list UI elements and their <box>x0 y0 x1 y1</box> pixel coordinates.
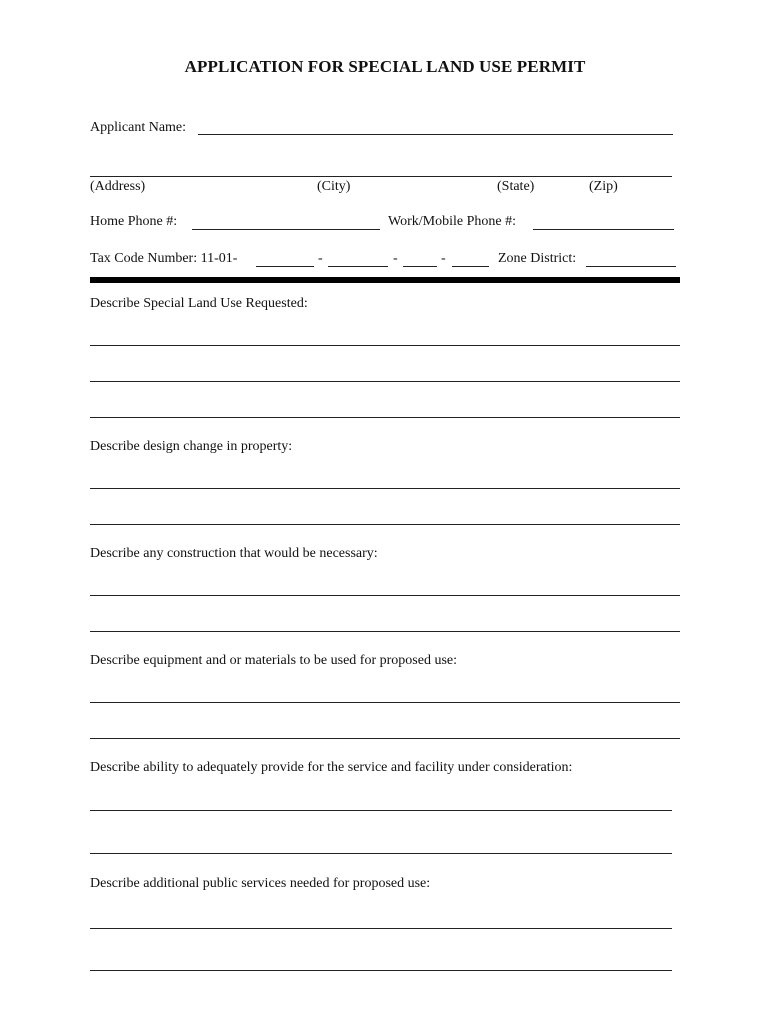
address-label: (Address) <box>90 179 146 194</box>
answer-line[interactable] <box>90 810 672 811</box>
tax-code-label: Tax Code Number: 11-01- <box>90 251 238 266</box>
answer-line[interactable] <box>90 738 680 739</box>
city-label: (City) <box>317 179 351 194</box>
section-prompt: Describe ability to adequately provide for the service and facility under consideration: <box>90 760 573 775</box>
tax-code-separator: - <box>318 251 323 266</box>
applicant-name-field[interactable] <box>198 134 673 135</box>
section-prompt: Describe design change in property: <box>90 439 293 454</box>
applicant-name-label: Applicant Name: <box>90 120 187 135</box>
zone-district-field[interactable] <box>586 266 676 267</box>
home-phone-label: Home Phone #: <box>90 214 178 229</box>
zip-label: (Zip) <box>589 179 618 194</box>
address-field[interactable] <box>90 176 672 177</box>
work-phone-field[interactable] <box>533 229 674 230</box>
section-prompt: Describe equipment and or materials to be used for proposed use: <box>90 653 458 668</box>
tax-code-field-3[interactable] <box>403 266 437 267</box>
home-phone-field[interactable] <box>192 229 380 230</box>
answer-line[interactable] <box>90 488 680 489</box>
tax-code-field-4[interactable] <box>452 266 489 267</box>
answer-line[interactable] <box>90 524 680 525</box>
answer-line[interactable] <box>90 595 680 596</box>
answer-line[interactable] <box>90 345 680 346</box>
section-divider <box>90 277 680 283</box>
tax-code-field-1[interactable] <box>256 266 314 267</box>
answer-line[interactable] <box>90 631 680 632</box>
zone-district-label: Zone District: <box>498 251 577 266</box>
section-prompt: Describe any construction that would be necessary: <box>90 546 378 561</box>
answer-line[interactable] <box>90 853 672 854</box>
section-prompt: Describe Special Land Use Requested: <box>90 296 308 311</box>
work-phone-label: Work/Mobile Phone #: <box>388 214 516 229</box>
tax-code-field-2[interactable] <box>328 266 388 267</box>
tax-code-separator: - <box>393 251 398 266</box>
answer-line[interactable] <box>90 702 680 703</box>
answer-line[interactable] <box>90 928 672 929</box>
form-title: APPLICATION FOR SPECIAL LAND USE PERMIT <box>184 57 586 76</box>
answer-line[interactable] <box>90 381 680 382</box>
section-prompt: Describe additional public services needed for proposed use: <box>90 876 431 891</box>
tax-code-separator: - <box>441 251 446 266</box>
answer-line[interactable] <box>90 970 672 971</box>
state-label: (State) <box>497 179 535 194</box>
answer-line[interactable] <box>90 417 680 418</box>
